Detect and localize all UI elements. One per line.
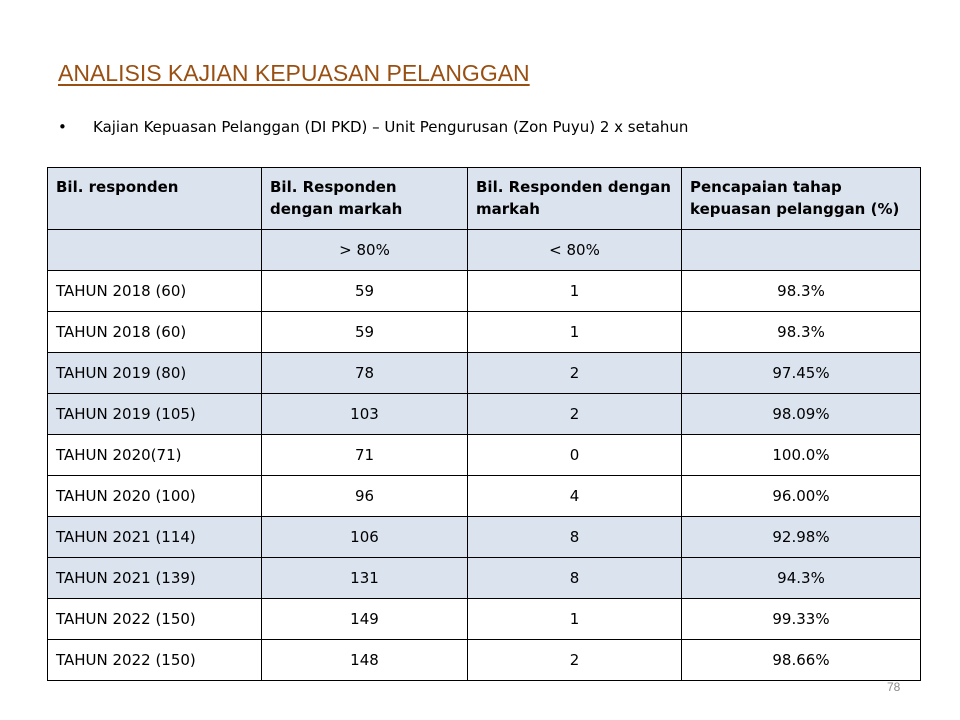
header-cell: Bil. responden: [48, 168, 262, 230]
table-cell: 98.3%: [682, 312, 921, 353]
subheader-cell: [682, 230, 921, 271]
table-row: [48, 599, 921, 640]
table-cell: 96: [262, 476, 468, 517]
table-cell: 99.33%: [682, 599, 921, 640]
bullet-text: Kajian Kepuasan Pelanggan (DI PKD) – Unit Pengurusan (Zon Puyu) 2 x setahun: [93, 118, 689, 136]
table-row: [48, 394, 921, 435]
table-cell: TAHUN 2018 (60): [48, 271, 262, 312]
table-subheader-row: [48, 230, 921, 271]
table-cell: 2: [468, 394, 682, 435]
table-cell: TAHUN 2018 (60): [48, 312, 262, 353]
table-cell: TAHUN 2020 (100): [48, 476, 262, 517]
table-cell: 131: [262, 558, 468, 599]
table-cell: 59: [262, 271, 468, 312]
page-number: 78: [887, 680, 901, 694]
table-row: [48, 353, 921, 394]
table-cell: TAHUN 2019 (80): [48, 353, 262, 394]
table-cell: 1: [468, 312, 682, 353]
satisfaction-table: [47, 167, 921, 681]
table-cell: 2: [468, 640, 682, 681]
table-cell: TAHUN 2019 (105): [48, 394, 262, 435]
table-cell: 78: [262, 353, 468, 394]
bullet-symbol: •: [58, 118, 67, 136]
table-cell: 94.3%: [682, 558, 921, 599]
table-cell: 149: [262, 599, 468, 640]
table-cell: 1: [468, 599, 682, 640]
table-cell: TAHUN 2020(71): [48, 435, 262, 476]
table-cell: 71: [262, 435, 468, 476]
table-cell: 97.45%: [682, 353, 921, 394]
table-cell: 8: [468, 558, 682, 599]
subheader-cell: < 80%: [468, 230, 682, 271]
table-row: [48, 435, 921, 476]
table-cell: 0: [468, 435, 682, 476]
table-cell: 4: [468, 476, 682, 517]
table-cell: 1: [468, 271, 682, 312]
header-cell: Pencapaian tahap kepuasan pelanggan (%): [682, 168, 921, 230]
table-row: [48, 312, 921, 353]
table-row: [48, 558, 921, 599]
table-cell: 96.00%: [682, 476, 921, 517]
table-cell: 106: [262, 517, 468, 558]
table-cell: TAHUN 2022 (150): [48, 640, 262, 681]
table-cell: 2: [468, 353, 682, 394]
table-row: [48, 271, 921, 312]
table-cell: TAHUN 2021 (114): [48, 517, 262, 558]
table-cell: 8: [468, 517, 682, 558]
table-cell: 92.98%: [682, 517, 921, 558]
table-row: [48, 640, 921, 681]
table-header-row: [48, 168, 921, 230]
table-cell: TAHUN 2021 (139): [48, 558, 262, 599]
table-row: [48, 476, 921, 517]
header-cell: Bil. Responden dengan markah: [262, 168, 468, 230]
table-cell: 100.0%: [682, 435, 921, 476]
table-cell: 103: [262, 394, 468, 435]
header-cell: Bil. Responden dengan markah: [468, 168, 682, 230]
bullet-item: [58, 118, 688, 136]
table-cell: 98.3%: [682, 271, 921, 312]
subheader-cell: [48, 230, 262, 271]
table-cell: 98.66%: [682, 640, 921, 681]
table-cell: 148: [262, 640, 468, 681]
subheader-cell: > 80%: [262, 230, 468, 271]
table-cell: 98.09%: [682, 394, 921, 435]
page-title: ANALISIS KAJIAN KEPUASAN PELANGGAN: [58, 60, 530, 86]
table-cell: TAHUN 2022 (150): [48, 599, 262, 640]
table-row: [48, 517, 921, 558]
table-cell: 59: [262, 312, 468, 353]
